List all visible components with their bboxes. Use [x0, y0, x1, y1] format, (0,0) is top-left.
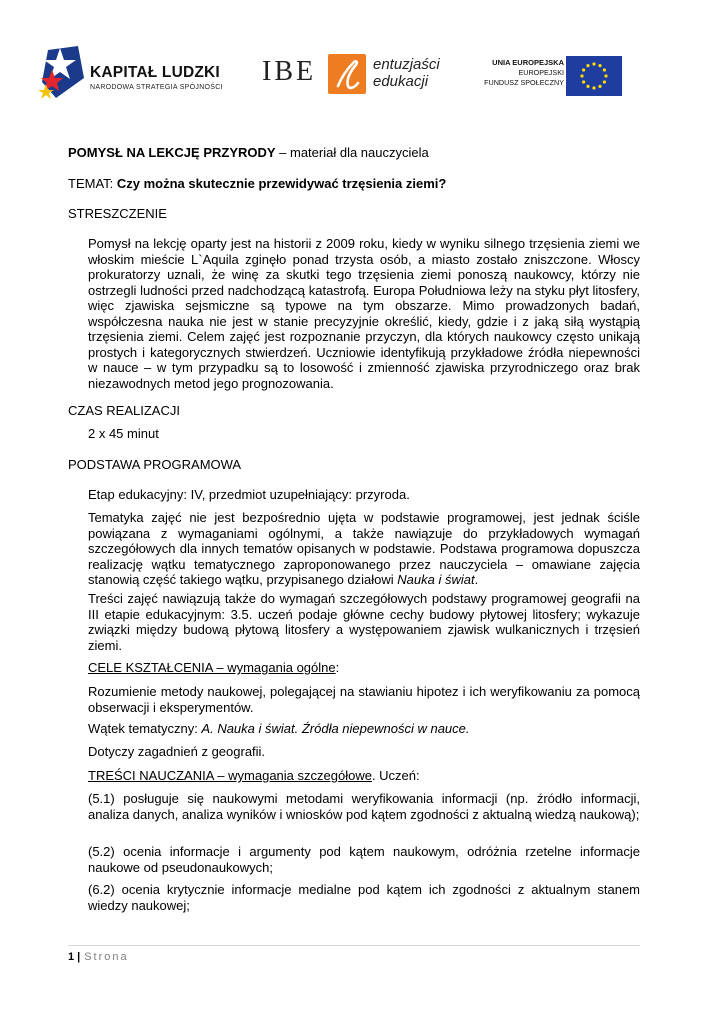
goals-heading: CELE KSZTAŁCENIA – wymagania ogólne [88, 660, 336, 675]
ibe-tagline [373, 56, 440, 90]
basis-p1-end: . [474, 572, 479, 587]
kapital-ludzki-logo [38, 44, 238, 104]
eu-logo [470, 56, 630, 100]
basis-heading: PODSTAWA PROGRAMOWA [68, 457, 242, 472]
geo-note: Dotyczy zagadnień z geografii. [88, 744, 266, 759]
eu-line2: EUROPEJSKI [518, 68, 564, 77]
goals-colon: : [335, 660, 340, 675]
footer-divider [68, 945, 640, 946]
eu-stars-icon [566, 56, 622, 96]
content-heading-line [88, 768, 640, 784]
footer-separator: | [77, 951, 81, 963]
topic-label: TEMAT: [68, 176, 117, 191]
kapital-ludzki-title: KAPITAŁ LUDZKI [90, 64, 220, 81]
footer-label: Strona [84, 951, 129, 963]
requirement-6-2: (6.2) ocenia krytycznie informacje medialne pod kątem ich zgodności z aktualnym stanem wiedzy naukowej; [88, 882, 640, 913]
requirement-5-2: (5.2) ocenia informacje i argumenty pod kątem naukowym, odróżnia rzetelne informacje naukowe od pseudonaukowych; [88, 844, 640, 875]
stage-line: Etap edukacyjny: IV, przedmiot uzupełniający: przyroda. [88, 487, 410, 502]
basis-p1-italic: Nauka i świat [397, 572, 475, 587]
ibe-name: IBE [262, 56, 317, 87]
document-heading [68, 145, 429, 161]
ibe-mark-icon [328, 54, 366, 94]
topic-line [68, 176, 446, 192]
content-heading: TREŚCI NAUCZANIA – wymagania szczegółowe [88, 768, 372, 783]
summary-heading: STRESZCZENIE [68, 206, 167, 221]
eu-flag-icon [566, 56, 622, 96]
basis-paragraph-1 [88, 510, 640, 588]
ibe-swirl-icon [328, 54, 366, 94]
thread-line [88, 721, 640, 737]
time-value: 2 x 45 minut [88, 426, 159, 441]
content-suffix: . Uczeń: [371, 768, 420, 783]
time-heading: CZAS REALIZACJI [68, 403, 180, 418]
topic-title: Czy można skutecznie przewidywać trzęsienia ziemi? [116, 176, 447, 191]
goals-heading-line [88, 660, 640, 676]
page-footer [68, 951, 129, 963]
kapital-ludzki-star-icon [38, 44, 86, 102]
eu-text [484, 58, 564, 88]
heading-bold: POMYSŁ NA LEKCJĘ PRZYRODY [68, 145, 276, 160]
basis-p1-text: Tematyka zajęć nie jest bezpośrednio ujęta w podstawie programowej, jest jednak ściśle powiązana z wymaganiami ogólnymi, a także nawiązuje do przykładowych wymagań szczegółowych dla innych tematów opisanych w podstawie. Podstawa programowa dopuszcza realizację wątku tematycznego zaproponowanego przez nauczyciela – omawiane zajęcia stanowią część takiego wątku, przypisanego działowi [88, 510, 640, 587]
page-number: 1 [68, 951, 75, 963]
ibe-tagline-line2: edukacji [373, 73, 429, 90]
requirement-5-1: (5.1) posługuje się naukowymi metodami weryfikowania informacji (np. źródło informacji, analiza danych, analiza wyników i wniosków pod kątem zgodności z aktualną wiedzą naukową); [88, 791, 640, 822]
summary-paragraph: Pomysł na lekcję oparty jest na historii z 2009 roku, kiedy w wyniku silnego trzęsienia ziemi we włoskim mieście L`Aquila zginęło ponad trzysta osób, a miasto zostało zniszczone. Włoscy prokuratorzy uznali, że winę za skutki tego trzęsienia ziemi ponoszą naukowcy, którzy nie ostrzegli ludności przed nadchodzącą katastrofą. Europa Południowa leży na styku płyt litosfery, więc zjawiska sejsmiczne są typowe na tym obszarze. Mimo prowadzonych badań, współczesna nauka nie jest w stanie precyzyjnie określić, kiedy, gdzie i z jaką siłą wystąpią trzęsienia ziemi. Celem zajęć jest rozpoznanie przyczyn, dla których naukowcy często unikają prostych i kategorycznych stwierdzeń. Uczniowie identyfikują przykładowe źródła niepewności w nauce – w tym przypadku są to losowość i zmienność zjawiska przyrodniczego oraz brak niezawodnych metod jego prognozowania. [88, 236, 640, 391]
thread-label: Wątek tematyczny: [88, 721, 202, 736]
thread-value: A. Nauka i świat. Źródła niepewności w nauce. [201, 721, 470, 736]
ibe-tagline-line1: entuzjaści [373, 56, 440, 73]
basis-paragraph-2: Treści zajęć nawiązują także do wymagań szczegółowych podstawy programowej geografii na III etapie edukacyjnym: 3.5. uczeń podaje główne cechy budowy płytowej litosfery; wykazuje związki między budową płytową litosfery a występowaniem zjawisk wulkanicznych i trzęsień ziemi. [88, 591, 640, 653]
eu-line1: UNIA EUROPEJSKA [492, 58, 564, 67]
eu-line3: FUNDUSZ SPOŁECZNY [484, 78, 564, 87]
heading-rest: – materiał dla nauczyciela [275, 145, 429, 160]
ibe-logo [262, 54, 452, 104]
kapital-ludzki-subtitle: NARODOWA STRATEGIA SPÓJNOŚCI [90, 84, 223, 91]
goals-paragraph: Rozumienie metody naukowej, polegającej na stawianiu hipotez i ich weryfikowaniu za pomocą obserwacji i eksperymentów. [88, 684, 640, 715]
